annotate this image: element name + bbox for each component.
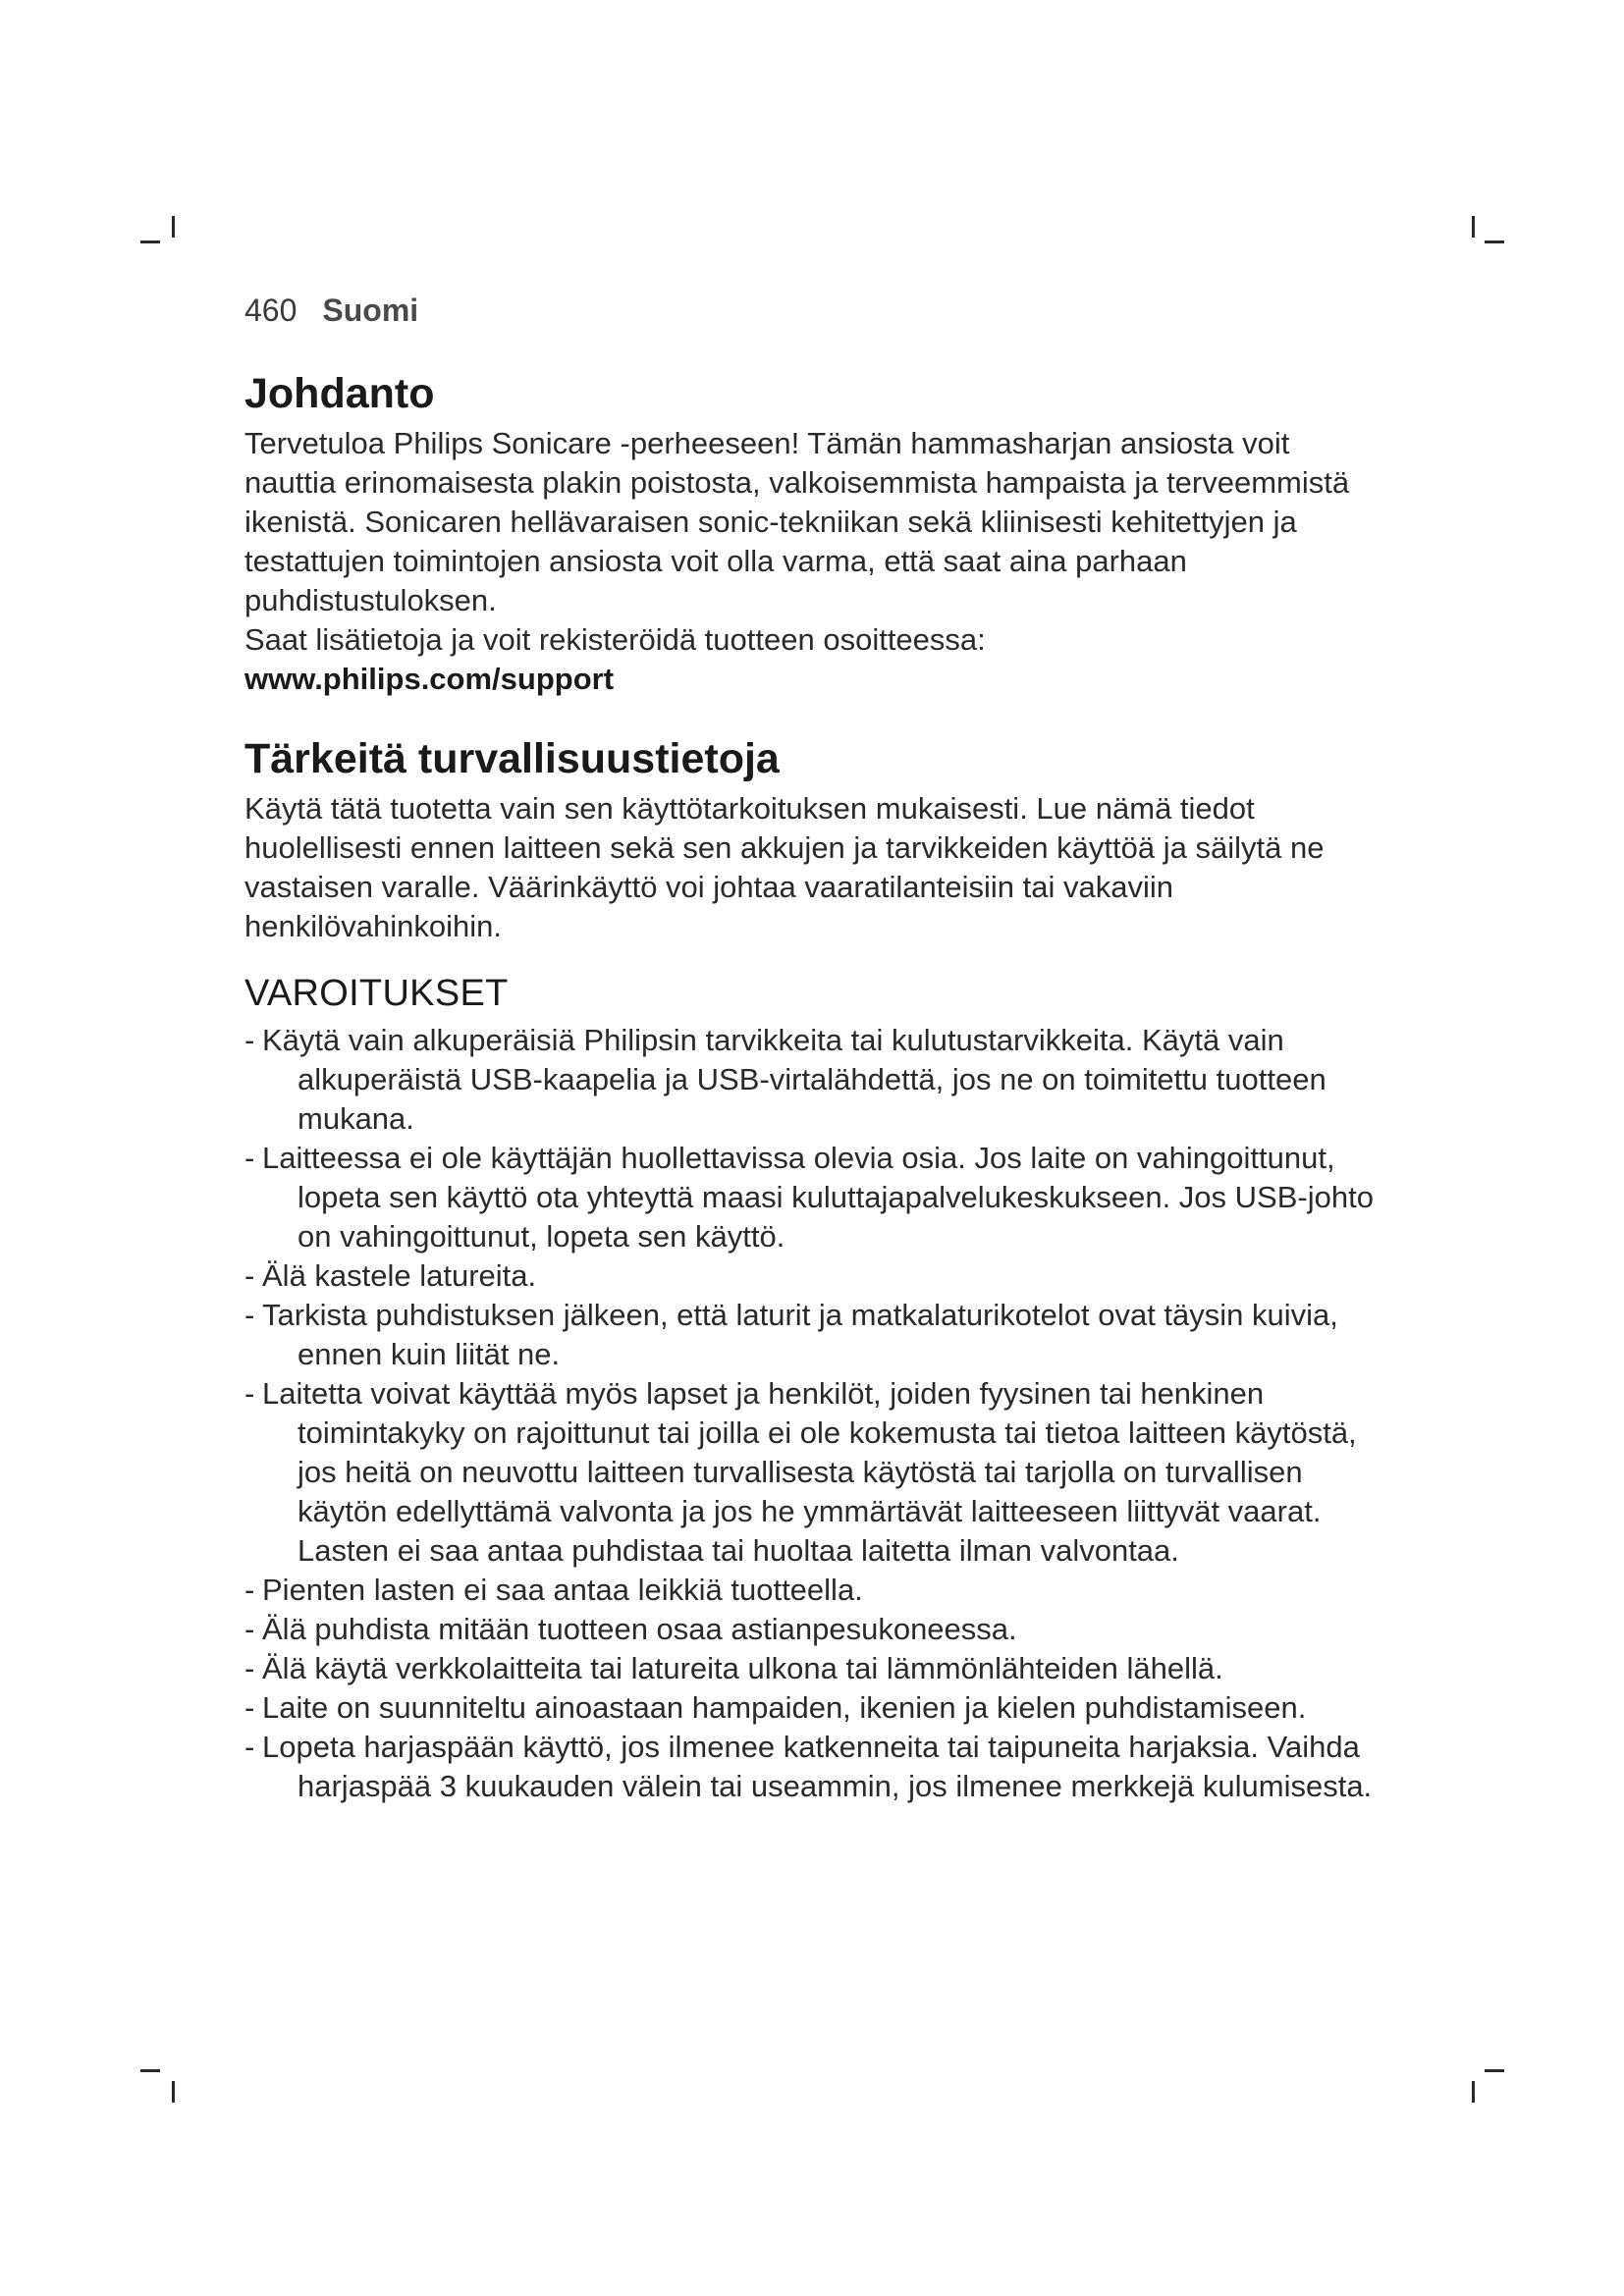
crop-mark-bottom-right-h (1485, 2069, 1504, 2072)
bullet-dash: - (244, 1376, 255, 1411)
safety-heading: Tärkeitä turvallisuustietoja (244, 735, 780, 782)
register-text: Saat lisätietoja ja voit rekisteröidä tuotteen osoitteessa: (244, 622, 986, 657)
warning-text: Älä puhdista mitään tuotteen osaa astianpesukoneessa. (262, 1612, 1017, 1646)
warning-text: Lopeta harjaspään käyttö, jos ilmenee katkenneita tai taipuneita harjaksia. Vaihda harjaspää 3 kuukauden välein tai useammin, jos ilmenee merkkejä kulumisesta. (262, 1730, 1373, 1803)
warning-item (244, 1571, 1383, 1610)
warning-item (244, 1256, 1383, 1296)
warning-item (244, 1649, 1383, 1688)
crop-mark-top-left-h (140, 240, 160, 243)
warnings-heading: VAROITUKSET (244, 973, 509, 1014)
warnings-list (244, 1021, 1383, 1806)
warning-text: Tarkista puhdistuksen jälkeen, että laturit ja matkalaturikotelot ovat täysin kuivia, ennen kuin liität ne. (262, 1298, 1338, 1371)
warning-item (244, 1728, 1383, 1806)
bullet-dash: - (244, 1612, 255, 1646)
warning-text: Laitteessa ei ole käyttäjän huollettavissa olevia osia. Jos laite on vahingoittunut, lopeta sen käyttö ota yhteyttä maasi kuluttajapalvelukeskukseen. Jos USB-johto on vahingoittunut, lopeta sen käyttö. (262, 1141, 1374, 1254)
bullet-dash: - (244, 1651, 255, 1685)
bullet-dash: - (244, 1730, 255, 1764)
intro-paragraph: Tervetuloa Philips Sonicare -perheeseen! Tämän hammasharjan ansiosta voit nauttia erinomaisesta plakin poistosta, valkoisemmista hampaista ja terveemmistä ikenistä. Sonicaren hellävaraisen sonic-tekniikan sekä kliinisesti kehitettyjen ja testattujen toimintojen ansiosta voit olla varma, että saat aina parhaan puhdistustuloksen. (244, 426, 1350, 617)
crop-mark-top-right-h (1485, 240, 1504, 243)
bullet-dash: - (244, 1141, 255, 1175)
intro-heading: Johdanto (244, 370, 435, 417)
warning-text: Älä kastele latureita. (262, 1258, 537, 1293)
warning-item (244, 1374, 1383, 1571)
bullet-dash: - (244, 1298, 255, 1332)
crop-mark-top-left-v (172, 216, 175, 238)
support-url: www.philips.com/support (244, 662, 615, 696)
safety-paragraph: Käytä tätä tuotetta vain sen käyttötarkoituksen mukaisesti. Lue nämä tiedot huolellisesti ennen laitteen sekä sen akkujen ja tarvikkeiden käyttöä ja säilytä ne vastaisen varalle. Väärinkäyttö voi johtaa vaaratilanteisiin tai vakaviin henkilövahinkoihin. (244, 791, 1325, 943)
warning-text: Käytä vain alkuperäisiä Philipsin tarvikkeita tai kulutustarvikkeita. Käytä vain alkuperäistä USB-kaapelia ja USB-virtalähdettä, jos ne on toimitettu tuotteen mukana. (262, 1023, 1326, 1136)
crop-mark-top-right-v (1472, 216, 1475, 238)
warning-text: Älä käytä verkkolaitteita tai latureita ulkona tai lämmönlähteiden lähellä. (262, 1651, 1223, 1685)
warning-text: Laitetta voivat käyttää myös lapset ja henkilöt, joiden fyysinen tai henkinen toimintakyky on rajoittunut tai joilla ei ole kokemusta tai tietoa laitteen käytöstä, jos heitä on neuvottu laitteen turvallisesta käytöstä tai tarjolla on turvallisen käytön edellyttämä valvonta ja jos he ymmärtävät laitteeseen liittyvät vaarat. Lasten ei saa antaa puhdistaa tai huoltaa laitetta ilman valvontaa. (262, 1376, 1357, 1568)
crop-mark-bottom-right-v (1472, 2081, 1475, 2103)
bullet-dash: - (244, 1690, 255, 1725)
warning-item (244, 1296, 1383, 1374)
warning-item (244, 1610, 1383, 1649)
warning-text: Laite on suunniteltu ainoastaan hampaiden, ikenien ja kielen puhdistamiseen. (262, 1690, 1307, 1725)
warning-item (244, 1688, 1383, 1728)
warning-text: Pienten lasten ei saa antaa leikkiä tuotteella. (262, 1573, 863, 1607)
crop-mark-bottom-left-v (172, 2081, 175, 2103)
language-label: Suomi (322, 293, 419, 328)
running-head (244, 291, 1383, 330)
page-number: 460 (244, 293, 298, 328)
crop-mark-bottom-left-h (140, 2069, 160, 2072)
bullet-dash: - (244, 1258, 255, 1293)
bullet-dash: - (244, 1573, 255, 1607)
bullet-dash: - (244, 1023, 255, 1057)
page-content (244, 291, 1383, 1806)
warning-item (244, 1139, 1383, 1256)
warning-item (244, 1021, 1383, 1139)
